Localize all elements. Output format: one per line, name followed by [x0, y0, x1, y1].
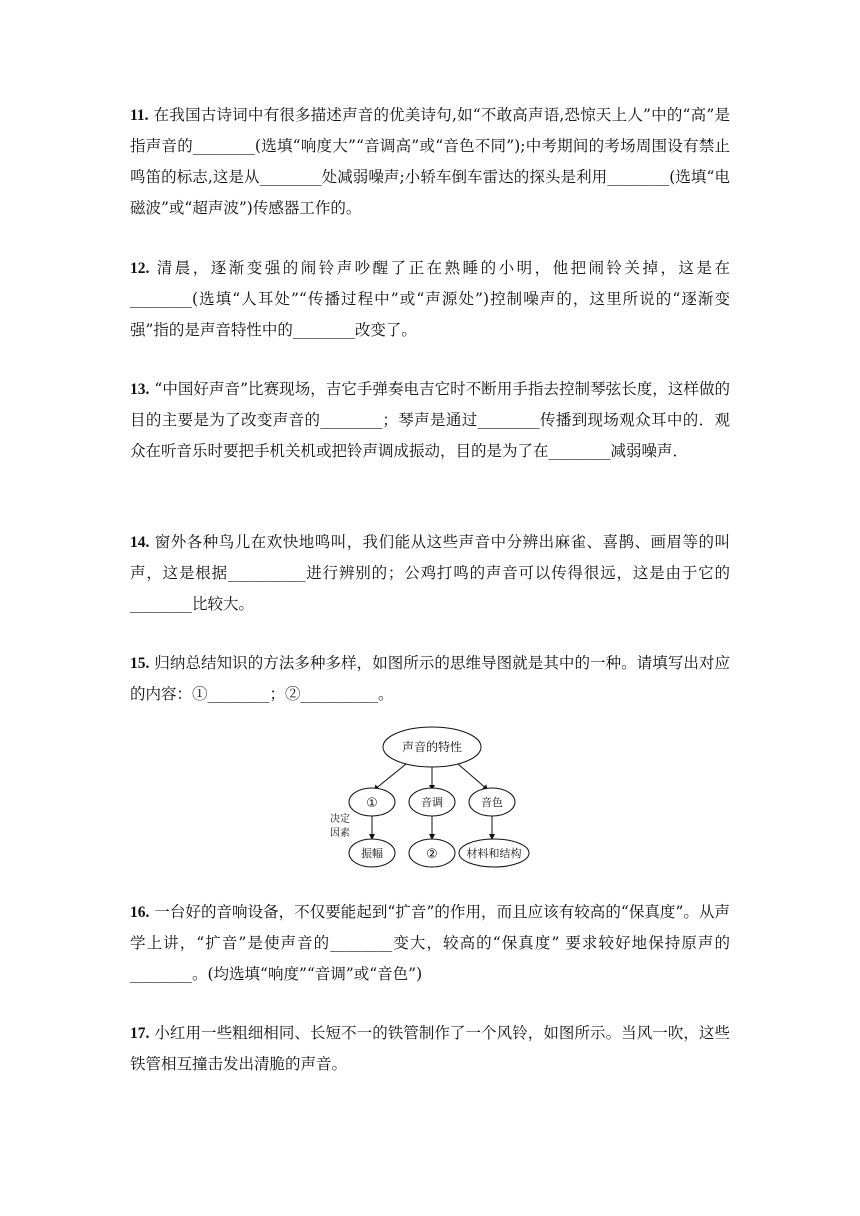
- question-15: [130, 648, 730, 710]
- question-12: [130, 253, 730, 346]
- question-number: 16.: [130, 904, 150, 921]
- question-number: 14.: [130, 534, 150, 551]
- question-text: 窗外各种鸟儿在欢快地鸣叫，我们能从这些声音中分辨出麻雀、喜鹊、画眉等的叫声，这是根据__________进行辨别的；公鸡打鸣的声音可以传得很远，这是由于它的________比较大。: [130, 533, 730, 613]
- question-number: 13.: [130, 381, 150, 398]
- root-node-label: 声音的特性: [401, 740, 463, 754]
- arrow-line: [374, 764, 406, 790]
- branch-node-label: 音调: [421, 796, 443, 809]
- question-17: [130, 1018, 730, 1080]
- question-number: 11.: [130, 107, 149, 124]
- leaf-node-label: 材料和结构: [466, 847, 522, 860]
- branch-node-label: ①: [366, 796, 378, 811]
- question-number: 15.: [130, 655, 150, 672]
- sound-properties-mind-map: [300, 718, 540, 874]
- arrow-line: [458, 764, 488, 790]
- question-text: “中国好声音”比赛现场，吉它手弹奏电吉它时不断用手指去控制琴弦长度，这样做的目的主要是为了改变声音的________；琴声是通过________传播到现场观众耳中的．观众在听音乐时要把手机关机或把铃声调成振动，目的是为了在________减弱噪声．: [130, 380, 730, 460]
- question-number: 17.: [130, 1025, 150, 1042]
- decisive-factor-label: 因素: [330, 828, 350, 839]
- question-text: 归纳总结知识的方法多种多样，如图所示的思维导图就是其中的一种。请填写出对应的内容：①________；②__________。: [130, 654, 730, 703]
- decisive-factor-label: 决定: [330, 814, 350, 825]
- question-11: [130, 100, 730, 224]
- question-text: 小红用一些粗细相同、长短不一的铁管制作了一个风铃，如图所示。当风一吹，这些铁管相互撞击发出清脆的声音。: [130, 1024, 730, 1073]
- question-16: [130, 897, 730, 990]
- leaf-node-label: ②: [426, 847, 438, 862]
- branch-node-label: 音色: [481, 796, 503, 809]
- question-text: 清晨，逐渐变强的闹铃声吵醒了正在熟睡的小明，他把闹铃关掉，这是在________(选填“人耳处”“传播过程中”或“声源处”)控制噪声的，这里所说的“逐渐变强”指的是声音特性中的________改变了。: [130, 259, 730, 339]
- question-number: 12.: [130, 260, 150, 277]
- question-13: [130, 374, 730, 467]
- question-text: 在我国古诗词中有很多描述声音的优美诗句,如“不敢高声语,恐惊天上人”中的“高”是指声音的________(选填“响度大”“音调高”或“音色不同”);中考期间的考场周围设有禁止鸣笛的标志,这是从________处减弱噪声;小轿车倒车雷达的探头是利用________(选填“电磁波”或“超声波”)传感器工作的。: [130, 106, 730, 217]
- question-14: [130, 527, 730, 620]
- question-text: 一台好的音响设备，不仅要能起到“扩音”的作用，而且应该有较高的“保真度”。从声学上讲，“扩音”是使声音的________变大，较高的“保真度” 要求较好地保持原声的________。(均选填“响度”“音调”或“音色”): [130, 903, 730, 983]
- leaf-node-label: 振幅: [361, 847, 383, 860]
